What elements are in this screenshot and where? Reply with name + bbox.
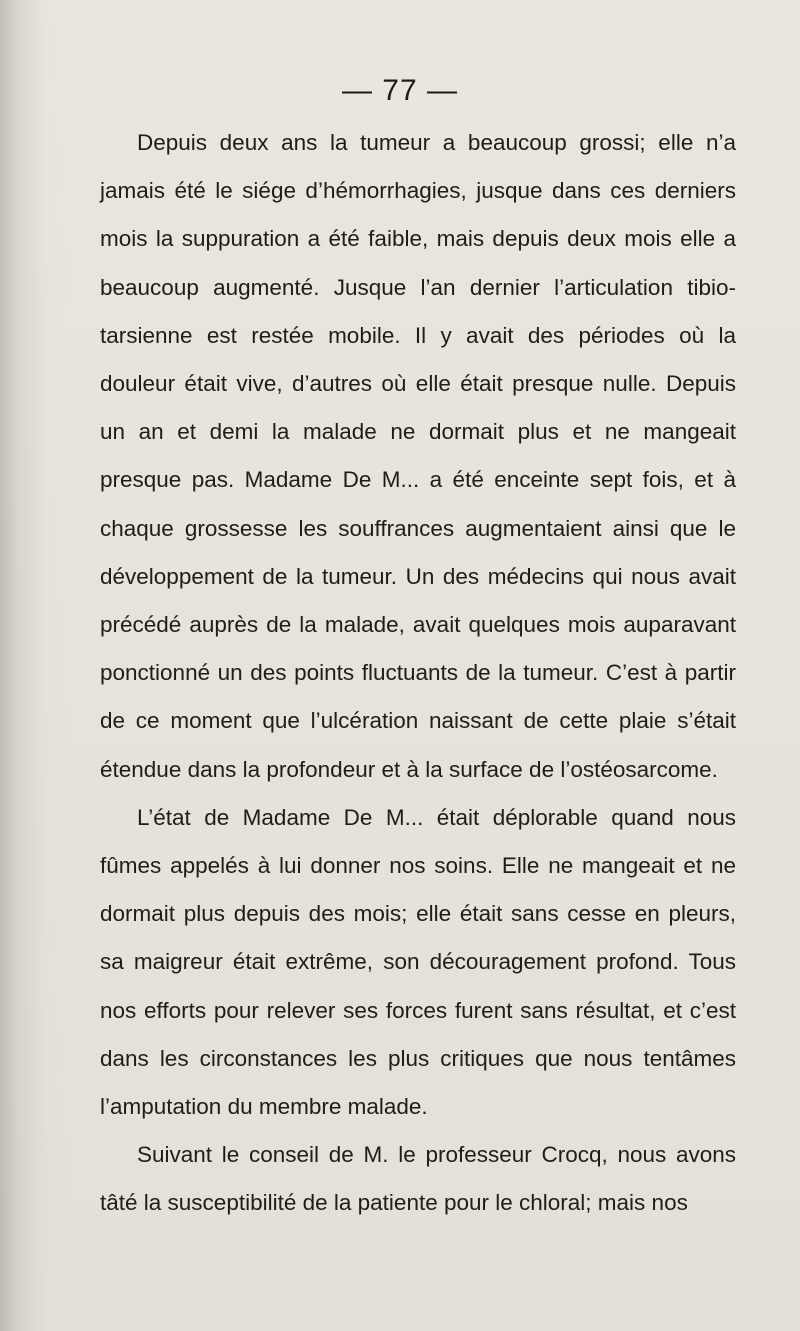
body-text	[100, 119, 736, 1228]
paragraph-1: Depuis deux ans la tumeur a beaucoup grossi; elle n’a jamais été le siége d’hémorrhagies, jusque dans ces derniers mois la suppuration a été faible, mais depuis deux mois elle a beaucoup augmenté. Jusque l’an dernier l’articulation tibio-tarsienne est restée mobile. Il y avait des périodes où la douleur était vive, d’autres où elle était presque nulle. Depuis un an et demi la malade ne dormait plus et ne mangeait presque pas. Madame De M... a été enceinte sept fois, et à chaque grossesse les souffrances augmentaient ainsi que le développement de la tumeur. Un des médecins qui nous avait précédé auprès de la malade, avait quelques mois auparavant ponctionné un des points fluctuants de la tumeur. C’est à partir de ce moment que l’ulcération naissant de cette plaie s’était étendue dans la profondeur et à la surface de l’ostéosarcome.	[100, 130, 736, 782]
paragraph-3: Suivant le conseil de M. le professeur Crocq, nous avons tâté la susceptibilité de la patiente pour le chloral; mais nos	[100, 1142, 736, 1216]
page-number: — 77 —	[341, 74, 459, 107]
paragraph-2: L’état de Madame De M... était déplorable quand nous fûmes appelés à lui donner nos soins. Elle ne mangeait et ne dormait plus depuis des mois; elle était sans cesse en pleurs, sa maigreur était extrême, son découragement profond. Tous nos efforts pour relever ses forces furent sans résultat, et c’est dans les circonstances les plus critiques que nous tentâmes l’amputation du membre malade.	[100, 804, 736, 1120]
